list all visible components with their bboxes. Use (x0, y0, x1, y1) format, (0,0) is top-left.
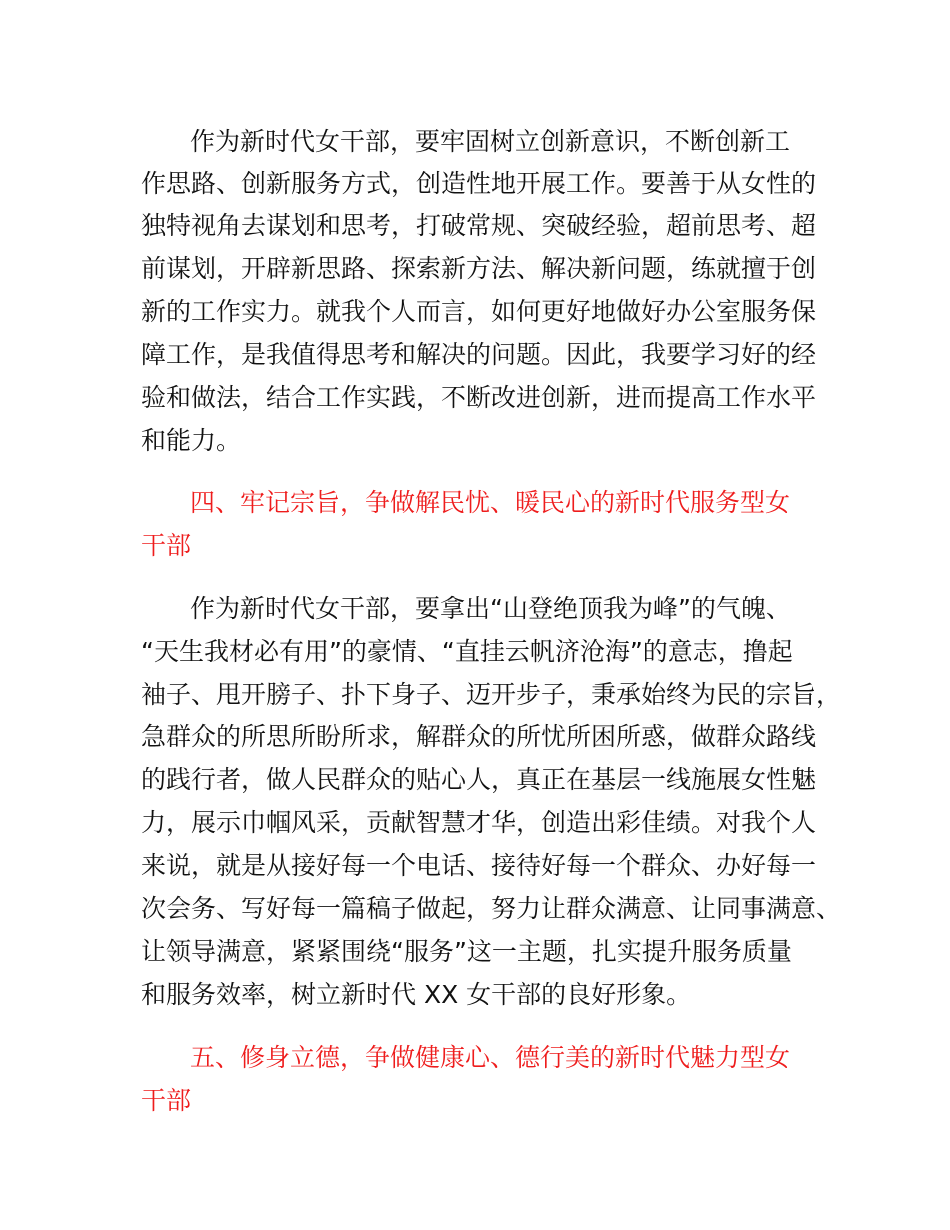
text-line: 次会务、写好每一篇稿子做起，努力让群众满意、让同事满意、 (141, 894, 842, 923)
heading-line: 五、修身立德，争做健康心、德行美的新时代魅力型女 (190, 1043, 791, 1072)
text-line: 验和做法，结合工作实践，不断改进创新，进而提高工作水平 (141, 383, 817, 412)
text-line: 袖子、甩开膀子、扑下身子、迈开步子，秉承始终为民的宗旨， (141, 680, 842, 709)
heading-line: 四、牢记宗旨，争做解民忧、暖民心的新时代服务型女 (190, 488, 791, 517)
text-line: 的践行者，做人民群众的贴心人，真正在基层一线施展女性魅 (141, 765, 817, 794)
heading-line: 干部 (141, 1086, 192, 1115)
text-line: 作为新时代女干部，要牢固树立创新意识，不断创新工 (190, 127, 791, 156)
text-line: 独特视角去谋划和思考，打破常规、突破经验，超前思考、超 (141, 211, 817, 240)
text-line: 和服务效率，树立新时代 XX 女干部的良好形象。 (141, 980, 692, 1009)
text-line: 急群众的所思所盼所求，解群众的所忧所困所惑，做群众路线 (141, 722, 817, 751)
text-line: 新的工作实力。就我个人而言，如何更好地做好办公室服务保 (141, 297, 817, 326)
text-line: 来说，就是从接好每一个电话、接待好每一个群众、办好每一 (141, 851, 817, 880)
text-line: 让领导满意，紧紧围绕“服务”这一主题，扎实提升服务质量 (141, 937, 792, 966)
text-line: 障工作，是我值得思考和解决的问题。因此，我要学习好的经 (141, 340, 817, 369)
heading-line: 干部 (141, 531, 192, 560)
text-line: 和能力。 (141, 426, 242, 455)
text-line: 作思路、创新服务方式，创造性地开展工作。要善于从女性的 (141, 169, 817, 198)
text-line: “天生我材必有用”的豪情、“直挂云帆济沧海”的意志，撸起 (141, 637, 793, 666)
text-line: 力，展示巾帼风采，贡献智慧才华，创造出彩佳绩。对我个人 (141, 808, 817, 837)
text-line: 前谋划，开辟新思路、探索新方法、解决新问题，练就擅于创 (141, 254, 817, 283)
text-line: 作为新时代女干部，要拿出“山登绝顶我为峰”的气魄、 (190, 594, 791, 623)
